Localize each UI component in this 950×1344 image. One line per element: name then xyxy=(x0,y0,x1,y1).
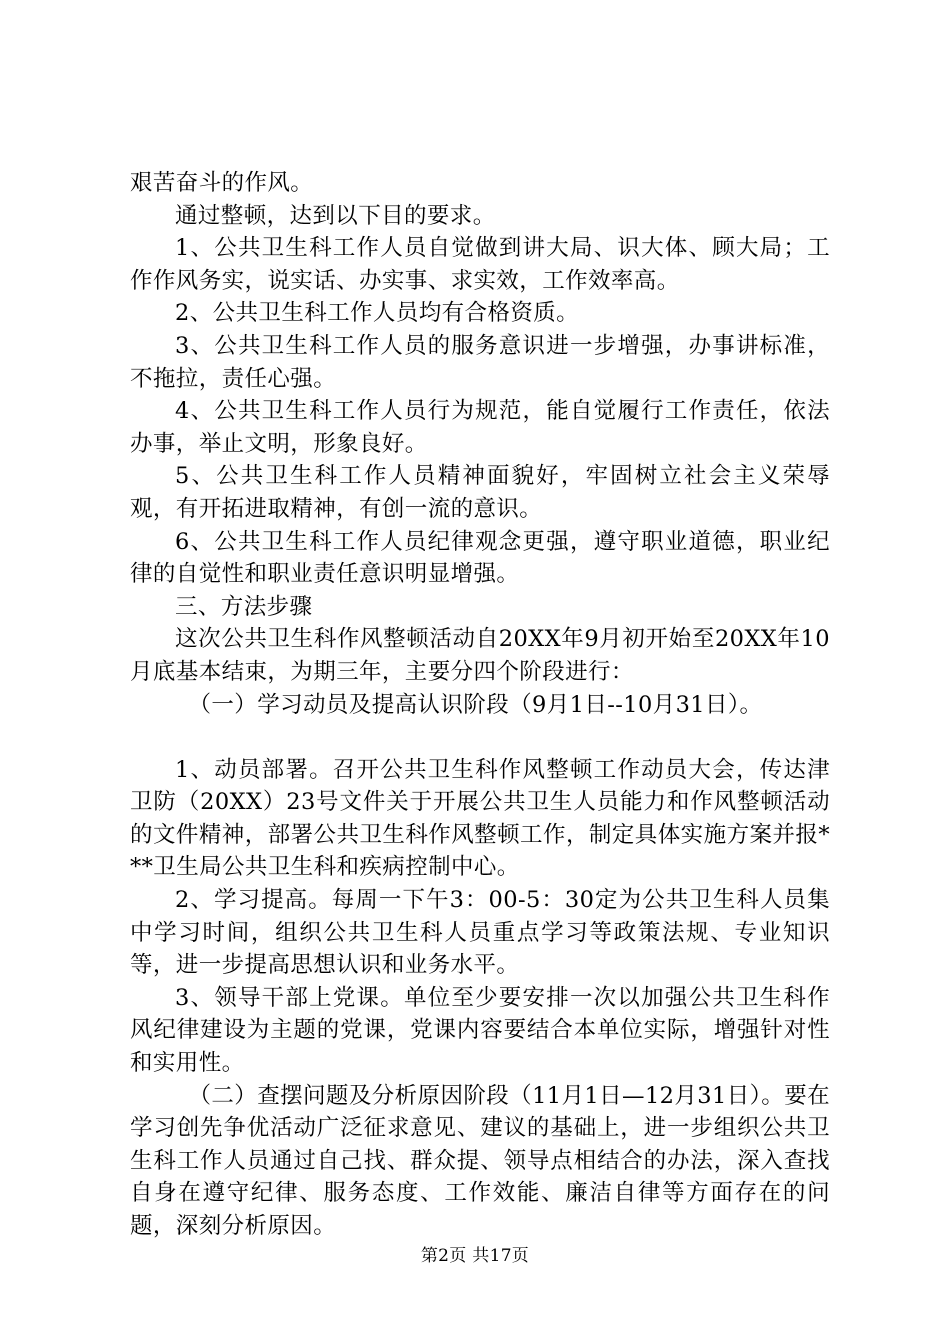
paragraph-goal-3: 3、公共卫生科工作人员的服务意识进一步增强，办事讲标准，不拖拉，责任心强。 xyxy=(130,332,830,392)
paragraph-goal-2: 2、公共卫生科工作人员均有合格资质。 xyxy=(175,300,580,327)
paragraph-goal-5: 5、公共卫生科工作人员精神面貌好，牢固树立社会主义荣辱观，有开拓进取精神，有创一流的意识。 xyxy=(130,463,830,522)
blank-line xyxy=(130,721,830,754)
page-footer: 第2页 共17页 xyxy=(420,1246,530,1266)
paragraph-schedule: 这次公共卫生科作风整顿活动自20XX年9月初开始至20XX年10月底基本结束，为期三年，主要分四个阶段进行： xyxy=(130,626,830,685)
paragraph-goal-1: 1、公共卫生科工作人员自觉做到讲大局、识大体、顾大局；工作作风务实，说实话、办实事、求实效，工作效率高。 xyxy=(130,235,830,294)
subheading-phase-1: （一）学习动员及提高认识阶段（9月1日--10月31日）。 xyxy=(188,691,763,718)
document-body xyxy=(130,167,830,1243)
paragraph-phase-2: （二）查摆问题及分析原因阶段（11月1日—12月31日）。要在学习创先争优活动广泛征求意见、建议的基础上，进一步组织公共卫生科工作人员通过自己找、群众提、领导点相结合的办法，深入查找自身在遵守纪律、服务态度、工作效能、廉洁自律等方面存在的问题，深刻分析原因。 xyxy=(130,1082,830,1239)
paragraph-step-1: 1、动员部署。召开公共卫生科作风整顿工作动员大会，传达津卫防（20XX）23号文件关于开展公共卫生人员能力和作风整顿活动的文件精神，部署公共卫生科作风整顿工作，制定具体实施方案并报***卫生局公共卫生科和疾病控制中心。 xyxy=(130,756,830,881)
paragraph-goal-4: 4、公共卫生科工作人员行为规范，能自觉履行工作责任，依法办事，举止文明，形象良好。 xyxy=(130,398,830,457)
paragraph-step-2: 2、学习提高。每周一下午3：00-5：30定为公共卫生科人员集中学习时间，组织公共卫生科人员重点学习等政策法规、专业知识等，进一步提高思想认识和业务水平。 xyxy=(130,887,830,979)
section-heading-methods: 三、方法步骤 xyxy=(175,593,313,620)
paragraph-goals-intro: 通过整顿，达到以下目的要求。 xyxy=(175,202,496,229)
paragraph-continuation: 艰苦奋斗的作风。 xyxy=(130,170,314,196)
paragraph-step-3: 3、领导干部上党课。单位至少要安排一次以加强公共卫生科作风纪律建设为主题的党课，党课内容要结合本单位实际，增强针对性和实用性。 xyxy=(130,984,830,1077)
paragraph-goal-6: 6、公共卫生科工作人员纪律观念更强，遵守职业道德，职业纪律的自觉性和职业责任意识明显增强。 xyxy=(130,528,830,588)
